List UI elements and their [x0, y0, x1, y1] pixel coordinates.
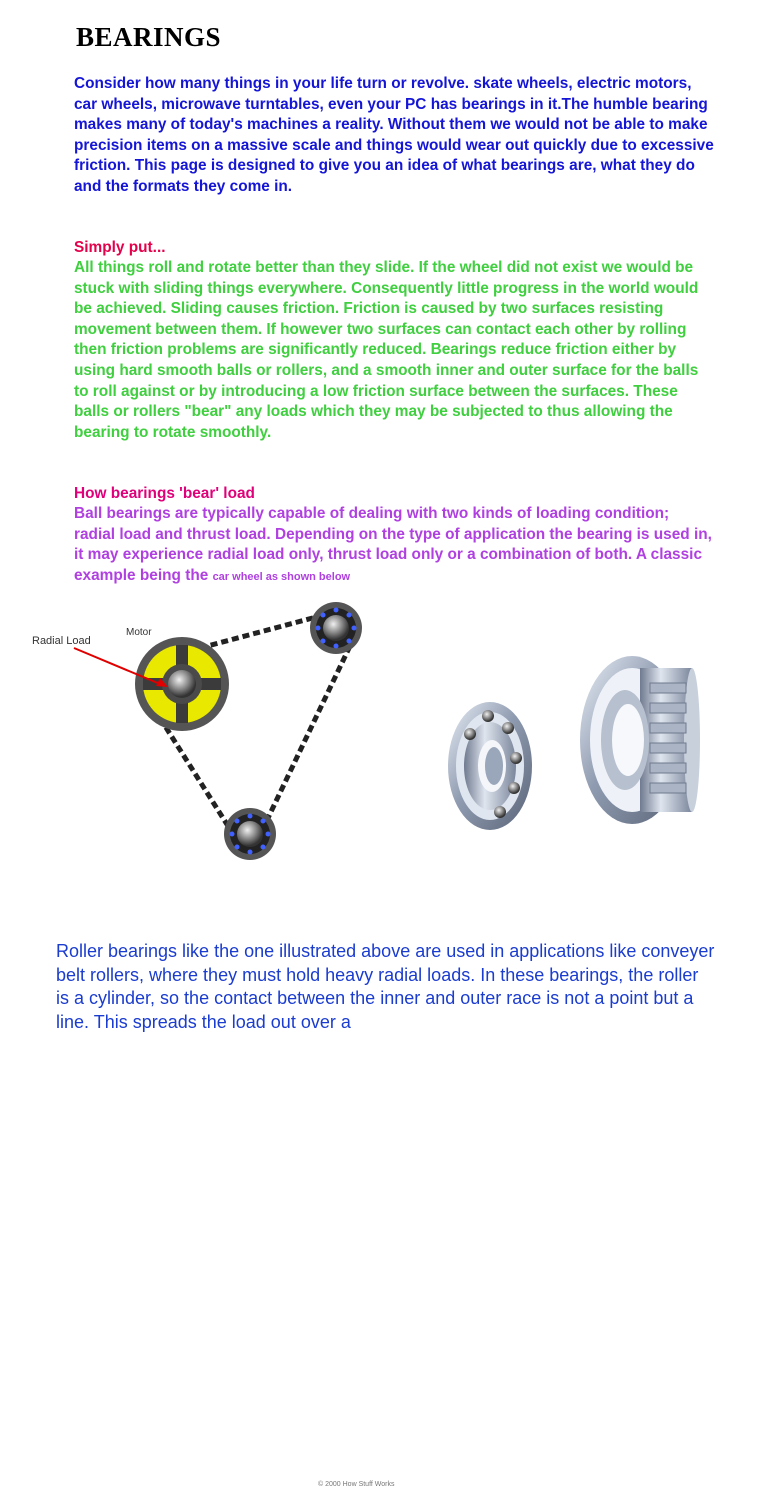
- motor-label: Motor: [126, 627, 152, 638]
- bear-load-heading: How bearings 'bear' load: [74, 485, 255, 502]
- roller-bearing-image: [580, 656, 700, 824]
- bear-load-text: Ball bearings are typically capable of dealing with two kinds of loading condition; radial load and thrust load. Depending on the type of application the bearing is used in, it may experience radial load only, thrust load only or a combination of both. A classic example being the: [74, 505, 712, 584]
- radial-load-label: Radial Load: [32, 635, 91, 647]
- roller-paragraph: Roller bearings like the one illustrated above are used in applications like conveyer belt rollers, where they must hold heavy radial loads. In these bearings, the roller is a cylinder, so the contact between the inner and outer race is not a point but a line. This spreads the load out over a: [56, 941, 715, 1032]
- intro-paragraph: Consider how many things in your life turn or revolve. skate wheels, electric motors, car wheels, microwave turntables, even your PC has bearings in it.The humble bearing makes many of today's machines a reality. Without them we would not be able to make precision items on a massive scale and things would wear out quickly due to excessive friction. This page is designed to give you an idea of what bearings are, what they do and the formats they come in.: [74, 75, 714, 195]
- idler-pulley-top: [310, 602, 362, 654]
- figure-credit: © 2000 How Stuff Works: [318, 1481, 395, 1488]
- bear-load-clip: [74, 504, 724, 584]
- bear-load-paragraph: [74, 504, 714, 587]
- idler-pulley-bottom: [224, 808, 276, 860]
- motor-pulley: [135, 637, 229, 731]
- simply-put-heading: Simply put...: [74, 239, 166, 256]
- ball-bearing-image: [448, 702, 532, 830]
- bear-load-small-text: car wheel as shown below: [212, 570, 351, 583]
- bearing-illustration: [0, 588, 768, 918]
- simply-put-paragraph: All things roll and rotate better than they slide. If the wheel did not exist we would be stuck with sliding things everywhere. Consequently little progress in the world would be achieved. Sliding causes friction. Friction is caused by two surfaces resisting movement between them. If however two surfaces can contact each other by rolling then friction problems are significantly reduced. Bearings reduce friction either by using hard smooth balls or rollers, and a smooth inner and outer surface for the balls to roll against or by introducing a low friction surface between the surfaces. These balls or rollers "bear" any loads which they may be subjected to thus allowing the bearing to rotate smoothly.: [74, 259, 699, 441]
- page-title: BEARINGS: [76, 22, 222, 52]
